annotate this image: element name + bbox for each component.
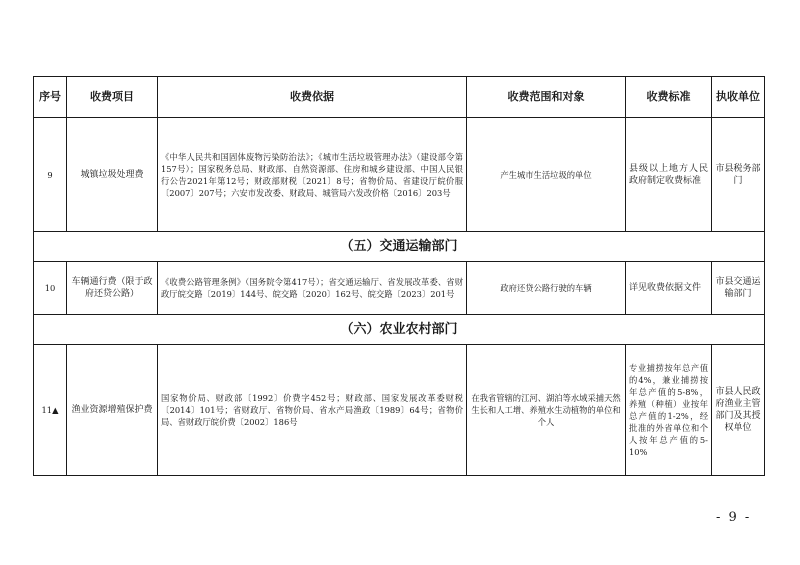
header-no: 序号	[34, 77, 67, 118]
section-title-agriculture: （六）农业农村部门	[34, 315, 765, 345]
page-number: - 9 -	[716, 510, 752, 525]
row-item: 城镇垃圾处理费	[67, 118, 158, 232]
row-scope: 产生城市生活垃圾的单位	[467, 118, 626, 232]
table-header-row	[34, 77, 765, 118]
section-title-transport: （五）交通运输部门	[34, 232, 765, 262]
fee-table	[33, 76, 765, 476]
row-standard: 详见收费依据文件	[626, 262, 712, 315]
header-standard: 收费标准	[626, 77, 712, 118]
row-no: 9	[34, 118, 67, 232]
row-no: 10	[34, 262, 67, 315]
row-standard: 专业捕捞按年总产值的4%，兼业捕捞按年总产值的5-8%，养殖（种植）业按年总产值的1-2%，经批准的外省单位和个人按年总产值的5-10%	[626, 345, 712, 476]
row-unit: 市县交通运输部门	[712, 262, 765, 315]
row-no: 11▲	[34, 345, 67, 476]
row-unit: 市县人民政府渔业主管部门及其授权单位	[712, 345, 765, 476]
row-item: 渔业资源增殖保护费	[67, 345, 158, 476]
table-row	[34, 118, 765, 232]
row-unit: 市县税务部门	[712, 118, 765, 232]
section-row-transport	[34, 232, 765, 262]
header-basis: 收费依据	[158, 77, 467, 118]
table-row	[34, 345, 765, 476]
section-row-agriculture	[34, 315, 765, 345]
row-scope: 政府还贷公路行驶的车辆	[467, 262, 626, 315]
row-basis: 国家物价局、财政部〔1992〕价费字452号；财政部、国家发展改革委财税〔2014〕101号；省财政厅、省物价局、省水产局渔政〔1989〕64号；省物价局、省财政厅皖价费〔2002〕186号	[158, 345, 467, 476]
header-item: 收费项目	[67, 77, 158, 118]
row-item: 车辆通行费（限于政府还贷公路）	[67, 262, 158, 315]
header-scope: 收费范围和对象	[467, 77, 626, 118]
header-unit: 执收单位	[712, 77, 765, 118]
row-basis: 《收费公路管理条例》（国务院令第417号）；省交通运输厅、省发展改革委、省财政厅皖交路〔2019〕144号、皖交路〔2020〕162号、皖交路〔2023〕201号	[158, 262, 467, 315]
table-row	[34, 262, 765, 315]
row-basis: 《中华人民共和国固体废物污染防治法》；《城市生活垃圾管理办法》（建设部令第157号）；国家税务总局、财政部、自然资源部、住房和城乡建设部、中国人民银行公告2021年第12号；财政部财税〔2021〕8号；省物价局、省建设厅皖价服〔2007〕207号；六安市发改委、财政局、城管局六发改价格〔2016〕203号	[158, 118, 467, 232]
row-scope: 在我省管辖的江河、湖泊等水域采捕天然生长和人工增、养殖水生动植物的单位和个人	[467, 345, 626, 476]
row-standard: 县级以上地方人民政府制定收费标准	[626, 118, 712, 232]
